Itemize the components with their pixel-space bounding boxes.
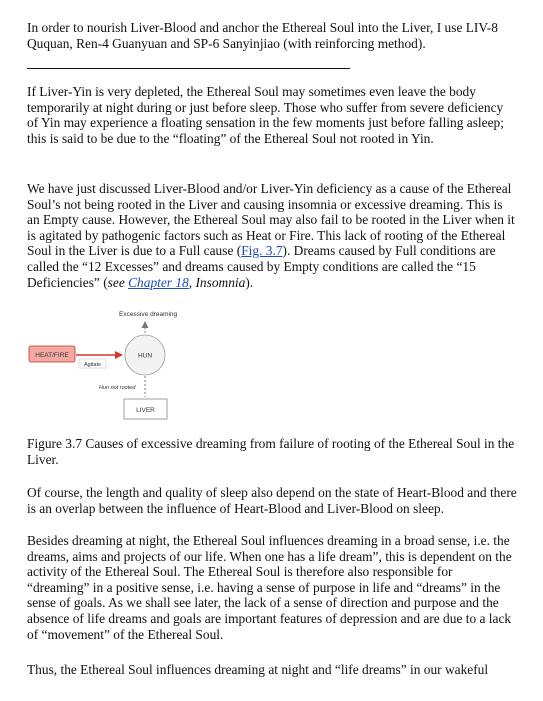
chapter-18-link[interactable]: Chapter 18 (128, 274, 189, 290)
paragraph-full-cause-text-1: We have just discussed Liver-Blood and/or Liver-Yin deficiency as a cause of the Ethereal Soul’s not being rooted in the Liver and causing insomnia or excessive dreaming. This is an Empty cause. However, the Ethereal Soul may also fail to be rooted in the Liver when it is agitated by pathogenic factors such as Heat or Fire. This lack of rooting of the Ethereal Soul in the Liver is due to a Full cause ( (27, 181, 515, 259)
hun-not-rooted-label: Hun not rooted (99, 385, 136, 391)
liver-label: LIVER (136, 407, 155, 414)
figure-3-7-link[interactable]: Fig. 3.7 (241, 243, 283, 259)
paragraph-full-cause-end: ). (245, 274, 254, 290)
paragraph-acupuncture-points: In order to nourish Liver-Blood and anchor the Ethereal Soul into the Liver, I use LIV-8 Ququan, Ren-4 Guanyuan and SP-6 Sanyinjiao (with reinforcing method). (27, 20, 498, 51)
excessive-dreaming-label: Excessive dreaming (119, 311, 178, 318)
paragraph-life-dreams: Besides dreaming at night, the Ethereal Soul influences dreaming in a broad sense, i.e. the dreams, aims and projects of our life. When one has a life dream”, this is dependent on the activity of the Ethereal Soul. The Ethereal Soul is therefore also responsible for “dreaming” in a positive sense, i.e. having a sense of purpose in life and “dreams” in the sense of goals. As we shall see later, the lack of a sense of direction and purpose and the absence of life dreams and goals are important features of depression and are due to a lack of “movement” of the Ethereal Soul. (27, 533, 512, 642)
section-divider (27, 68, 350, 69)
paragraph-full-cause-text-2: ). Dreams caused by Full conditions are called the “12 Excesses” and dreams caused by Empty conditions are called the “15 Deficiencies” ( (27, 243, 496, 290)
see-label: see (107, 274, 129, 290)
heat-fire-label: HEAT/FIRE (35, 352, 69, 359)
hun-label: HUN (137, 352, 153, 360)
figure-caption: Figure 3.7 Causes of excessive dreaming from failure of rooting of the Ethereal Soul in the Liver. (27, 436, 515, 467)
paragraph-liver-yin-depleted: If Liver-Yin is very depleted, the Ethereal Soul may sometimes even leave the body temporarily at night during or just before sleep. Those who suffer from severe deficiency of Yin may experience a floating sensation in the few moments just before falling asleep; this is said to be due to the “floating” of the Ethereal Soul not rooted in Yin. (27, 84, 504, 146)
figure-3-7-svg (0, 300, 543, 435)
paragraph-wakeful: Thus, the Ethereal Soul influences dreaming at night and “life dreams” in our wakeful (27, 662, 489, 677)
paragraph-heart-blood: Of course, the length and quality of sleep also depend on the state of Heart-Blood and there is an overlap between the influence of Heart-Blood and Liver-Blood on sleep. (27, 485, 517, 516)
figure-3-7-diagram (0, 300, 543, 435)
paragraph-full-cause (27, 181, 517, 290)
insomnia-label: , Insomnia (188, 274, 246, 290)
agitate-label: Agitate (83, 362, 102, 368)
